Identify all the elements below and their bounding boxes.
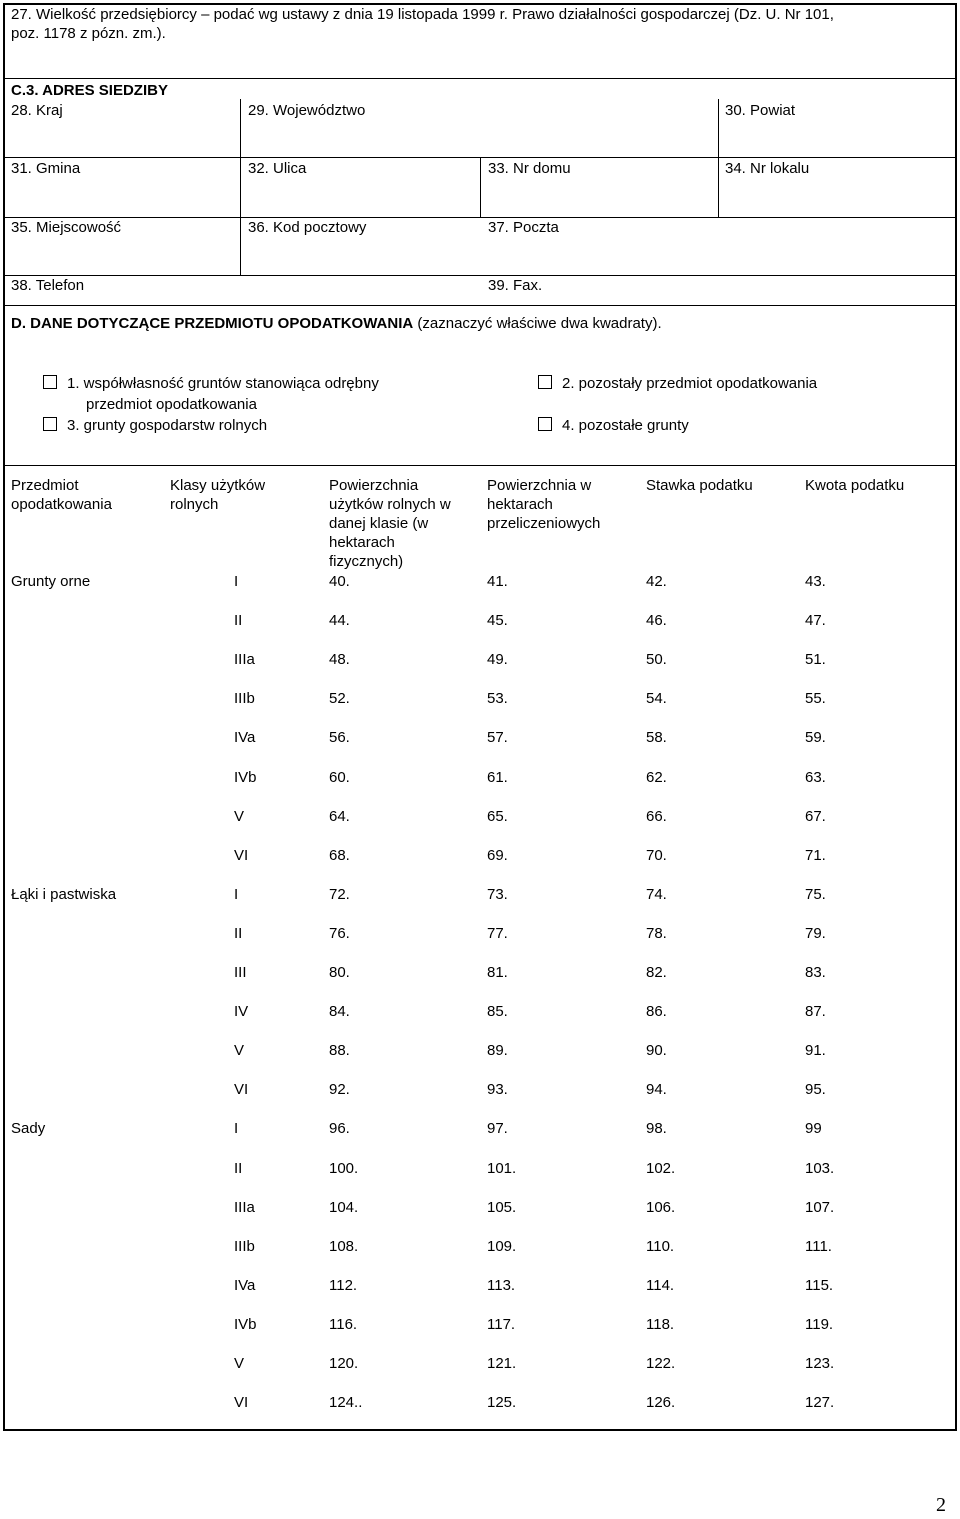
header-subject-line1: Przedmiot [11,477,79,494]
row-14-rate[interactable]: 94. [646,1081,667,1098]
row-1-rate[interactable]: 42. [646,573,667,590]
field-34-apartment-number[interactable]: 34. Nr lokalu [725,160,810,177]
row-17-class: IIIa [234,1199,255,1216]
option-3-checkbox[interactable] [43,417,57,431]
row-13-amount[interactable]: 91. [805,1042,826,1059]
row-17-amount[interactable]: 107. [805,1199,835,1216]
option-2[interactable] [538,374,817,393]
row-11-rate[interactable]: 82. [646,964,667,981]
row-9-rate[interactable]: 74. [646,886,667,903]
row-19-rate[interactable]: 114. [646,1277,675,1294]
row-3-area-physical[interactable]: 48. [329,651,350,668]
option-4-label: 4. pozostałe grunty [562,417,689,434]
row-12-area-physical[interactable]: 84. [329,1003,350,1020]
row-8-rate[interactable]: 70. [646,847,667,864]
row-9-category: Łąki i pastwiska [11,886,117,903]
row-20-class: IVb [234,1316,257,1333]
addr-vline-3 [718,99,719,218]
field-29-voivodeship[interactable]: 29. Województwo [248,102,366,119]
row-14-class: VI [234,1081,249,1098]
row-10-class: II [234,925,243,942]
row-14-amount[interactable]: 95. [805,1081,826,1098]
row-6-amount[interactable]: 63. [805,769,826,786]
row-13-area-physical[interactable]: 88. [329,1042,350,1059]
option-1-label-line2: przedmiot opodatkowania [86,396,257,413]
row-15-rate[interactable]: 98. [646,1120,667,1137]
row-18-class: IIIb [234,1238,255,1255]
header-amount-line1: Kwota podatku [805,477,905,494]
row-22-class: VI [234,1394,249,1411]
row-12-area-converted[interactable]: 85. [487,1003,508,1020]
row-9-amount[interactable]: 75. [805,886,826,903]
row-4-rate[interactable]: 54. [646,690,667,707]
row-1-category: Grunty orne [11,573,91,590]
row-10-area-physical[interactable]: 76. [329,925,350,942]
field-27-label-line2: poz. 1178 z pózn. zm.). [11,25,166,42]
row-20-amount[interactable]: 119. [805,1316,834,1333]
header-subject-line2: opodatkowania [11,496,112,513]
row-22-area-physical[interactable]: 124.. [329,1394,363,1411]
header-area-physical-line2: użytków rolnych w [329,496,451,513]
field-35-locality[interactable]: 35. Miejscowość [11,219,122,236]
option-1-label: 1. współwłasność gruntów stanowiąca odrębny [67,375,379,392]
row-15-area-physical[interactable]: 96. [329,1120,350,1137]
row-18-amount[interactable]: 111. [805,1238,832,1255]
address-heading: C.3. ADRES SIEDZIBY [11,82,168,99]
row-3-area-converted[interactable]: 49. [487,651,508,668]
field-30-county[interactable]: 30. Powiat [725,102,796,119]
row-22-area-converted[interactable]: 125. [487,1394,517,1411]
row-16-area-physical[interactable]: 100. [329,1160,359,1177]
header-area-converted-line2: hektarach [487,496,553,513]
row-18-area-converted[interactable]: 109. [487,1238,517,1255]
row-13-class: V [234,1042,245,1059]
row-15-area-converted[interactable]: 97. [487,1120,508,1137]
row-14-area-converted[interactable]: 93. [487,1081,508,1098]
row-1-class: I [234,573,239,590]
header-rate-line1: Stawka podatku [646,477,753,494]
addr-hline-3 [3,275,957,276]
row-1-area-converted[interactable]: 41. [487,573,508,590]
row-4-amount[interactable]: 55. [805,690,826,707]
row-21-area-converted[interactable]: 121. [487,1355,517,1372]
row-20-rate[interactable]: 118. [646,1316,675,1333]
row-12-amount[interactable]: 87. [805,1003,826,1020]
row-21-area-physical[interactable]: 120. [329,1355,359,1372]
row-15-category: Sady [11,1120,46,1137]
row-10-rate[interactable]: 78. [646,925,667,942]
row-19-amount[interactable]: 115. [805,1277,834,1294]
row-12-class: IV [234,1003,249,1020]
row-2-amount[interactable]: 47. [805,612,826,629]
row-16-class: II [234,1160,243,1177]
row-7-amount[interactable]: 67. [805,808,826,825]
row-2-class: II [234,612,243,629]
row-11-class: III [234,964,247,981]
row-2-rate[interactable]: 46. [646,612,667,629]
row-19-area-converted[interactable]: 113. [487,1277,516,1294]
row-3-rate[interactable]: 50. [646,651,667,668]
row-3-class: IIIa [234,651,255,668]
header-area-physical-line3: danej klasie (w [329,515,429,532]
row-17-rate[interactable]: 106. [646,1199,676,1216]
header-area-converted-line1: Powierzchnia w [487,477,592,494]
row-21-class: V [234,1355,245,1372]
field-31-commune[interactable]: 31. Gmina [11,160,81,177]
option-1-checkbox[interactable] [43,375,57,389]
option-2-label: 2. pozostały przedmiot opodatkowania [562,375,818,392]
row-20-area-physical[interactable]: 116. [329,1316,358,1333]
row-5-amount[interactable]: 59. [805,729,826,746]
row-9-area-physical[interactable]: 72. [329,886,350,903]
row-18-rate[interactable]: 110. [646,1238,675,1255]
header-area-physical-line4: hektarach [329,534,395,551]
option-3[interactable] [43,416,267,435]
section-d-heading [11,314,662,333]
row-15-class: I [234,1120,239,1137]
row-6-area-converted[interactable]: 61. [487,769,508,786]
row-17-area-physical[interactable]: 104. [329,1199,359,1216]
divider-before-table [3,465,957,466]
row-8-amount[interactable]: 71. [805,847,826,864]
field-27-label-line1: 27. Wielkość przedsiębiorcy – podać wg ustawy z dnia 19 listopada 1999 r. Prawo działalności gospodarczej (Dz. U. Nr 101, [11,6,834,23]
row-4-area-physical[interactable]: 52. [329,690,350,707]
divider-section-d [3,305,957,306]
header-area-converted-line3: przeliczeniowych [487,515,601,532]
row-20-area-converted[interactable]: 117. [487,1316,516,1333]
field-36-postal-code[interactable]: 36. Kod pocztowy [248,219,367,236]
addr-hline-1 [3,157,957,158]
field-37-post-office[interactable]: 37. Poczta [488,219,559,236]
row-1-amount[interactable]: 43. [805,573,826,590]
frame-bottom-border [3,1429,957,1431]
addr-vline-2 [480,157,481,218]
row-21-amount[interactable]: 123. [805,1355,835,1372]
option-3-label: 3. grunty gospodarstw rolnych [67,417,268,434]
row-16-rate[interactable]: 102. [646,1160,676,1177]
row-4-class: IIIb [234,690,255,707]
row-9-class: I [234,886,239,903]
row-10-amount[interactable]: 79. [805,925,826,942]
divider-after-27 [3,78,957,79]
option-1[interactable] [43,374,379,393]
option-4-checkbox[interactable] [538,417,552,431]
header-class-line1: Klasy użytków [170,477,266,494]
row-8-area-physical[interactable]: 68. [329,847,350,864]
row-7-area-converted[interactable]: 65. [487,808,508,825]
section-d-heading-note: (zaznaczyć właściwe dwa kwadraty). [413,315,662,332]
row-16-amount[interactable]: 103. [805,1160,835,1177]
header-area-physical-line1: Powierzchnia [329,477,419,494]
row-5-area-converted[interactable]: 57. [487,729,508,746]
row-8-area-converted[interactable]: 69. [487,847,508,864]
row-3-amount[interactable]: 51. [805,651,826,668]
addr-vline-1 [240,99,241,276]
row-21-rate[interactable]: 122. [646,1355,676,1372]
option-4[interactable] [538,416,689,435]
row-15-amount[interactable]: 99 [805,1120,822,1137]
field-33-house-number[interactable]: 33. Nr domu [488,160,571,177]
row-19-class: IVa [234,1277,256,1294]
row-22-amount[interactable]: 127. [805,1394,835,1411]
row-13-area-converted[interactable]: 89. [487,1042,508,1059]
field-28-country[interactable]: 28. Kraj [11,102,63,119]
row-13-rate[interactable]: 90. [646,1042,667,1059]
header-class-line2: rolnych [170,496,219,513]
row-6-area-physical[interactable]: 60. [329,769,350,786]
row-7-area-physical[interactable]: 64. [329,808,350,825]
row-4-area-converted[interactable]: 53. [487,690,508,707]
row-5-rate[interactable]: 58. [646,729,667,746]
field-32-street[interactable]: 32. Ulica [248,160,307,177]
row-11-amount[interactable]: 83. [805,964,826,981]
row-10-area-converted[interactable]: 77. [487,925,508,942]
section-d-heading-bold: D. DANE DOTYCZĄCE PRZEDMIOTU OPODATKOWANIA [11,315,414,332]
row-2-area-physical[interactable]: 44. [329,612,350,629]
row-17-area-converted[interactable]: 105. [487,1199,517,1216]
row-16-area-converted[interactable]: 101. [487,1160,517,1177]
row-1-area-physical[interactable]: 40. [329,573,350,590]
row-7-rate[interactable]: 66. [646,808,667,825]
row-14-area-physical[interactable]: 92. [329,1081,350,1098]
page-number: 2 [936,1494,946,1516]
row-6-class: IVb [234,769,257,786]
row-11-area-converted[interactable]: 81. [487,964,508,981]
row-22-rate[interactable]: 126. [646,1394,676,1411]
option-2-checkbox[interactable] [538,375,552,389]
header-area-physical-line5: fizycznych) [329,553,404,570]
row-5-class: IVa [234,729,256,746]
row-6-rate[interactable]: 62. [646,769,667,786]
addr-hline-2 [3,217,957,218]
row-8-class: VI [234,847,249,864]
row-9-area-converted[interactable]: 73. [487,886,508,903]
row-19-area-physical[interactable]: 112. [329,1277,358,1294]
row-11-area-physical[interactable]: 80. [329,964,350,981]
row-5-area-physical[interactable]: 56. [329,729,350,746]
field-39-fax[interactable]: 39. Fax. [488,277,543,294]
row-18-area-physical[interactable]: 108. [329,1238,359,1255]
row-12-rate[interactable]: 86. [646,1003,667,1020]
row-7-class: V [234,808,245,825]
row-2-area-converted[interactable]: 45. [487,612,508,629]
field-38-phone[interactable]: 38. Telefon [11,277,85,294]
